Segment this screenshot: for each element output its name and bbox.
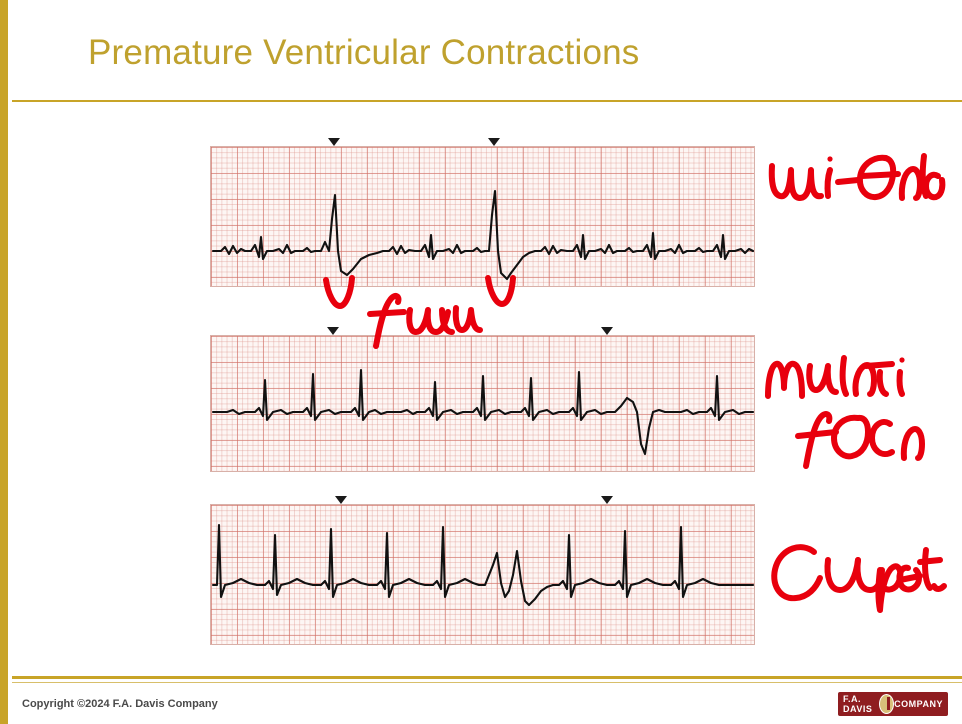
annotation-multi xyxy=(762,352,922,408)
pvc-marker-2b xyxy=(601,327,613,335)
ecg-trace-2 xyxy=(211,336,754,471)
fa-davis-logo xyxy=(838,692,948,716)
pvc-marker-3b xyxy=(601,496,613,504)
ecg-trace-3 xyxy=(211,505,754,644)
logo-left-text: F.A. DAVIS xyxy=(843,694,873,714)
logo-right-text: COMPANY xyxy=(894,699,943,709)
pvc-marker-1b xyxy=(488,138,500,146)
footer-divider-thin xyxy=(12,682,962,683)
ecg-strip-1 xyxy=(210,146,755,287)
pvc-marker-1a xyxy=(328,138,340,146)
pvc-marker-3a xyxy=(335,496,347,504)
left-accent-bar-inner xyxy=(8,0,12,724)
annotation-focal xyxy=(786,408,926,470)
copyright-text: Copyright ©2024 F.A. Davis Company xyxy=(22,698,218,710)
page-title: Premature Ventricular Contractions xyxy=(88,33,640,72)
ecg-trace-1 xyxy=(211,147,754,286)
annotation-couplet xyxy=(768,540,948,612)
footer-divider xyxy=(12,676,962,679)
ecg-strip-3 xyxy=(210,504,755,645)
title-divider xyxy=(12,100,962,102)
ecg-strip-2 xyxy=(210,335,755,472)
annotation-funky xyxy=(318,272,518,354)
logo-mark-icon xyxy=(879,694,894,714)
annotation-unifocal xyxy=(766,152,946,220)
